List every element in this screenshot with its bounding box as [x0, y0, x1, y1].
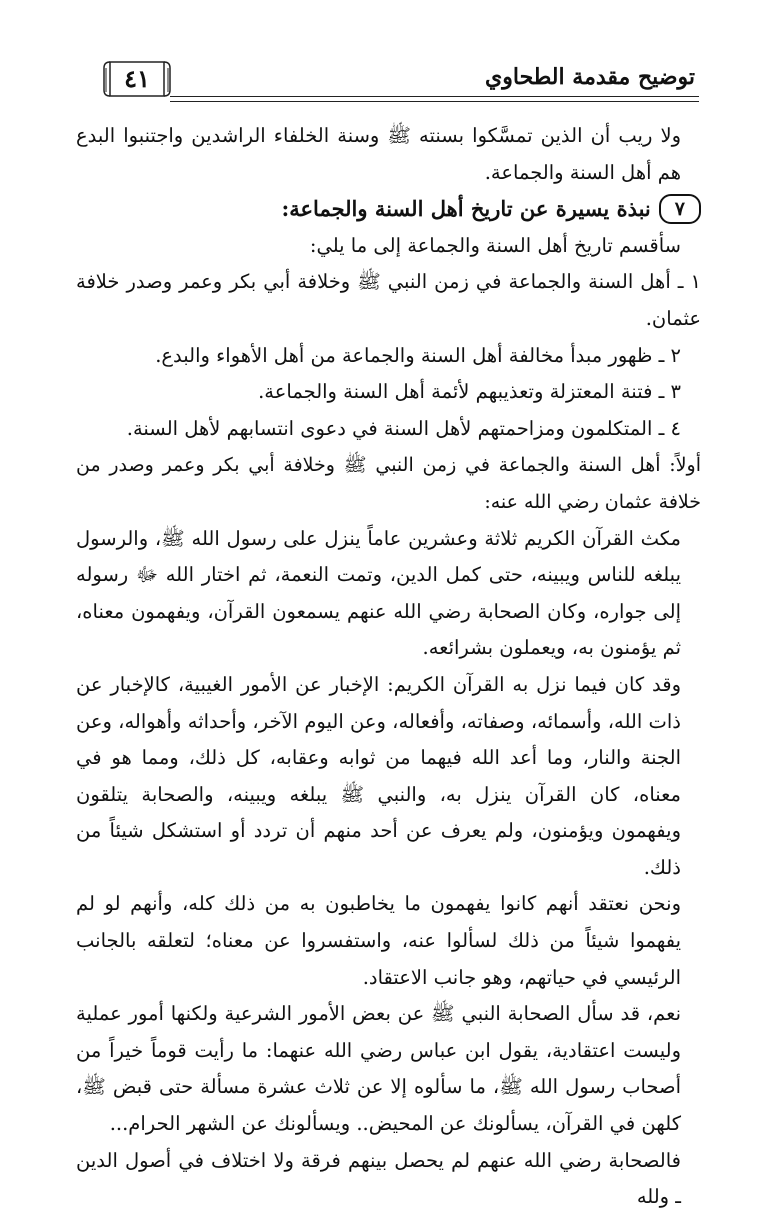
- running-header: [78, 52, 699, 112]
- page-number: ٤١: [124, 64, 150, 93]
- list-item: ١ ـ أهل السنة والجماعة في زمن النبي ﷺ وخلافة أبي بكر وعمر وصدر خلافة عثمان.: [76, 270, 701, 330]
- paragraph: ونحن نعتقد أنهم كانوا يفهمون ما يخاطبون به من ذلك كله، وأنهم لو لم يفهموا شيئاً من ذلك لسألوا عنه، واستفسروا عن معناه؛ لتعلقه بالجانب الرئيسي في حياتهم، وهو جانب الاعتقاد.: [76, 892, 681, 989]
- page-number-scroll: [102, 58, 172, 100]
- list-item: ٣ ـ فتنة المعتزلة وتعذيبهم لأئمة أهل السنة والجماعة.: [258, 380, 681, 404]
- paragraph: مكث القرآن الكريم ثلاثة وعشرين عاماً ينزل على رسول الله ﷺ، والرسول يبلغه للناس ويبينه، حتى كمل الدين، وتمت النعمة، ثم اختار الله ﷻ رسوله إلى جواره، وكان الصحابة رضي الله عنهم يسمعون القرآن، ويفهمون معناه، ثم يؤمنون به، ويعملون بشرائعه.: [76, 526, 681, 660]
- subsection-heading: أولاً: أهل السنة والجماعة في زمن النبي ﷺ وخلافة أبي بكر وعمر وصدر من خلافة عثمان رضي الله عنه:: [76, 454, 701, 513]
- list-item: ٤ ـ المتكلمون ومزاحمتهم لأهل السنة في دعوى انتسابهم لأهل السنة.: [126, 416, 681, 440]
- paragraph: فالصحابة رضي الله عنهم لم يحصل بينهم فرقة ولا اختلاف في أصول الدين ـ ولله: [76, 1148, 681, 1209]
- paragraph: وقد كان فيما نزل به القرآن الكريم: الإخبار عن الأمور الغيبية، كالإخبار عن ذات الله، وأسمائه، وصفاته، وأفعاله، وعن اليوم الآخر، وأحداثه وأهواله، وعن الجنة والنار، وما أعد الله فيهما من ثوابه وعقابه، كل ذلك، ومما هو في معناه، كان القرآن ينزل به، والنبي ﷺ يبلغه ويبينه، والصحابة يتلقون ويفهمون ويؤمنون، ولم يعرف عن أحد منهم أن تردد أو استشكل شيئاً من ذلك.: [76, 672, 681, 879]
- section-title: نبذة يسيرة عن تاريخ أهل السنة والجماعة:: [281, 196, 651, 222]
- header-title: توضيح مقدمة الطحاوي: [485, 64, 695, 90]
- paragraph: ولا ريب أن الذين تمسَّكوا بسنته ﷺ وسنة الخلفاء الراشدين واجتنبوا البدع هم أهل السنة والجماعة.: [76, 124, 681, 184]
- header-rule: [170, 96, 699, 102]
- paragraph: نعم، قد سأل الصحابة النبي ﷺ عن بعض الأمور الشرعية ولكنها أمور عملية وليست اعتقادية، يقول ابن عباس رضي الله عنهما: ما رأيت قوماً خيراً من أصحاب رسول الله ﷺ، ما سألوه إلا عن ثلاث عشرة مسألة حتى قبض ﷺ، كلهن في القرآن، يسألونك عن المحيض.. ويسألونك عن الشهر الحرام...: [76, 1002, 681, 1136]
- section-number-badge: ٧: [659, 194, 701, 224]
- paragraph: سأقسم تاريخ أهل السنة والجماعة إلى ما يلي:: [309, 233, 681, 257]
- list-item: ٢ ـ ظهور مبدأ مخالفة أهل السنة والجماعة من أهل الأهواء والبدع.: [155, 343, 681, 367]
- section-heading: [76, 191, 701, 228]
- page-body: [76, 118, 701, 1216]
